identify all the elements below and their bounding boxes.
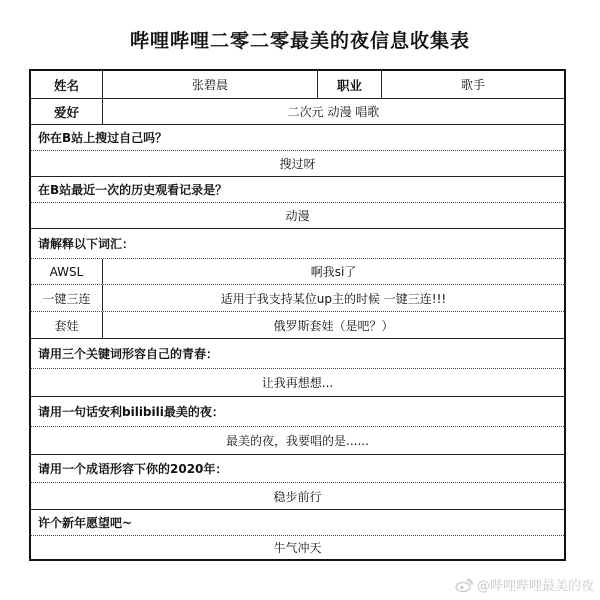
definition-yijiansanlian: 适用于我支持某位up主的时候 一键三连!!! [220, 291, 447, 306]
q2-question: 在B站最近一次的历史观看记录是？ [38, 183, 228, 197]
q6-answer: 稳步前行 [273, 489, 322, 504]
term-yijiansanlian: 一键三连 [31, 285, 103, 311]
q1-answer: 搜过呀 [279, 157, 316, 171]
row-q2-answer [31, 203, 564, 229]
weibo-watermark [455, 575, 594, 594]
q6-question: 请用一个成语形容下你的2020年： [38, 462, 228, 476]
row-q2-question [31, 177, 564, 203]
row-q1-answer [31, 151, 564, 177]
term-taowa: 套娃 [31, 312, 103, 338]
name-value: 张碧晨 [103, 71, 318, 98]
row-q4-question [31, 339, 564, 369]
row-q5-answer [31, 427, 564, 455]
row-q1-question [31, 125, 564, 151]
job-label: 职业 [318, 71, 382, 98]
term-awsl: AWSL [31, 259, 103, 284]
watermark-text: @哔哩哔哩最美的夜 [476, 579, 594, 594]
row-q3-question [31, 229, 564, 259]
job-value: 歌手 [460, 78, 485, 92]
row-hobby [31, 99, 564, 125]
row-q3-term-2 [31, 285, 564, 312]
row-q6-question [31, 455, 564, 483]
q5-answer: 最美的夜，我要唱的是...... [226, 434, 369, 448]
q7-answer: 牛气冲天 [273, 541, 322, 555]
row-q3-term-1 [31, 259, 564, 285]
row-q7-answer [31, 536, 564, 559]
q4-answer: 让我再想想... [261, 376, 334, 390]
row-q5-question [31, 397, 564, 427]
row-name-job [31, 71, 564, 99]
q3-question: 请解释以下词汇： [38, 237, 135, 251]
q7-question: 许个新年愿望吧~ [38, 516, 133, 530]
row-q3-term-3 [31, 312, 564, 339]
name-label: 姓名 [31, 71, 103, 98]
info-form-table [29, 69, 566, 561]
row-q7-question [31, 510, 564, 536]
row-q4-answer [31, 369, 564, 397]
definition-taowa: 俄罗斯套娃（是吧？） [273, 318, 394, 333]
row-q6-answer [31, 483, 564, 510]
hobby-label: 爱好 [31, 99, 103, 124]
form-title: 哔哩哔哩二零二零最美的夜信息收集表 [129, 30, 470, 52]
hobby-value: 二次元 动漫 唱歌 [287, 105, 380, 119]
q4-question: 请用三个关键词形容自己的青春： [38, 347, 219, 361]
definition-awsl: 啊我si了 [310, 265, 357, 279]
q1-question: 你在B站上搜过自己吗？ [38, 131, 168, 145]
q2-answer: 动漫 [285, 209, 310, 223]
weibo-icon [455, 578, 473, 592]
q5-question: 请用一句话安利bilibili最美的夜： [38, 405, 224, 419]
